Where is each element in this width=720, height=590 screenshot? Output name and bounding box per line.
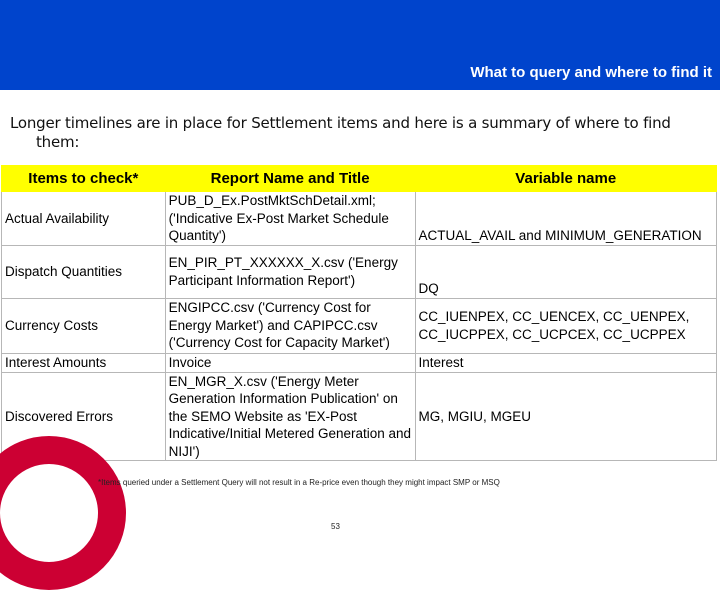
item-cell: Discovered Errors	[2, 372, 166, 461]
variable-cell: MG, MGIU, MGEU	[415, 372, 716, 461]
table-row	[2, 353, 717, 372]
footnote: *Items queried under a Settlement Query will not result in a Re-price even though they might impact SMP or MSQ	[98, 478, 500, 487]
report-cell: Invoice	[165, 353, 415, 372]
table-row	[2, 245, 717, 298]
table-row	[2, 372, 717, 461]
table-header-row	[2, 166, 717, 192]
variable-cell: ACTUAL_AVAIL and MINIMUM_GENERATION	[415, 192, 716, 246]
table-row	[2, 192, 717, 246]
header-variable: Variable name	[415, 166, 716, 192]
table-row	[2, 298, 717, 353]
slide-title: What to query and where to find it	[470, 64, 712, 81]
variable-cell: CC_IUENPEX, CC_UENCEX, CC_UENPEX, CC_IUCPPEX, CC_UCPCEX, CC_UCPPEX	[415, 298, 716, 353]
summary-table	[1, 165, 717, 461]
item-cell: Actual Availability	[2, 192, 166, 246]
item-cell: Currency Costs	[2, 298, 166, 353]
header-report: Report Name and Title	[165, 166, 415, 192]
intro-text	[10, 114, 710, 152]
item-cell: Dispatch Quantities	[2, 245, 166, 298]
report-cell: EN_MGR_X.csv ('Energy Meter Generation Information Publication' on the SEMO Website as 'EX-Post Indicative/Initial Metered Generation and NIJI')	[165, 372, 415, 461]
variable-cell: Interest	[415, 353, 716, 372]
header-items: Items to check*	[2, 166, 166, 192]
intro-line-1: Longer timelines are in place for Settlement items and here is a summary of where to find	[10, 114, 671, 132]
title-banner	[0, 0, 720, 90]
intro-line-2: them:	[36, 133, 80, 151]
report-cell: PUB_D_Ex.PostMktSchDetail.xml; ('Indicative Ex-Post Market Schedule Quantity')	[165, 192, 415, 246]
report-cell: ENGIPCC.csv ('Currency Cost for Energy Market') and CAPIPCC.csv ('Currency Cost for Capacity Market')	[165, 298, 415, 353]
variable-cell: DQ	[415, 245, 716, 298]
page-number: 53	[331, 522, 340, 531]
report-cell: EN_PIR_PT_XXXXXX_X.csv ('Energy Participant Information Report')	[165, 245, 415, 298]
item-cell: Interest Amounts	[2, 353, 166, 372]
